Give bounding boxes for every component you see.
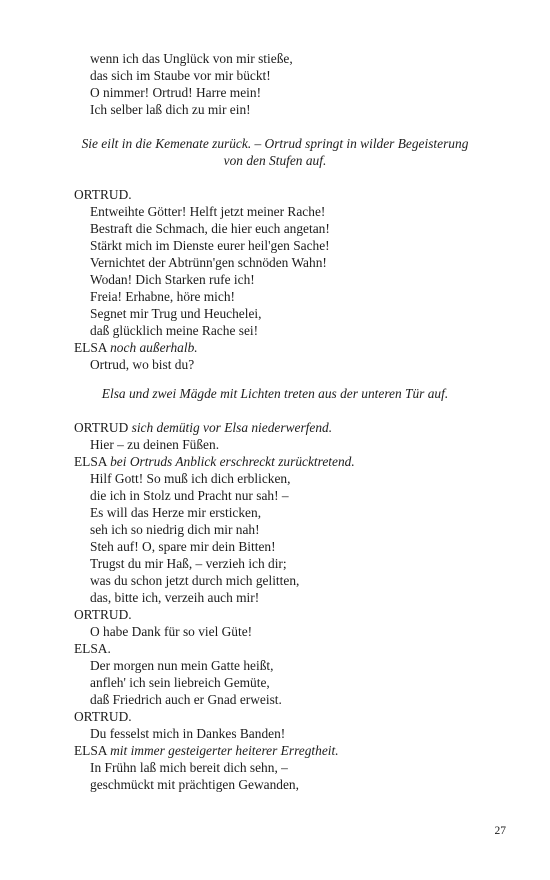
speaker-line [74, 641, 111, 657]
verse-line: was du schon jetzt durch mich gelitten, [90, 573, 300, 588]
verse-line: das, bitte ich, verzeih auch mir! [90, 590, 260, 605]
verse-line: Hier – zu deinen Füßen. [90, 437, 220, 452]
speaker-line [74, 420, 332, 436]
verse-line: daß glücklich meine Rache sei! [90, 323, 259, 338]
speaker-line [74, 607, 132, 623]
speaker-name: ELSA. [74, 641, 111, 656]
verse-line: O habe Dank für so viel Güte! [90, 624, 253, 639]
speaker-direction: sich demütig vor Elsa niederwerfend. [131, 420, 333, 435]
verse-line: Entweihte Götter! Helft jetzt meiner Rache! [90, 204, 326, 219]
speaker-name: ELSA [74, 743, 107, 758]
stage-direction: Elsa und zwei Mägde mit Lichten treten aus der unteren Tür auf. [101, 386, 449, 401]
verse-line: Hilf Gott! So muß ich dich erblicken, [90, 471, 291, 486]
verse-line: Es will das Herze mir ersticken, [90, 505, 262, 520]
verse-line: Segnet mir Trug und Heuchelei, [90, 306, 262, 321]
verse-line: Freia! Erhabne, höre mich! [90, 289, 236, 304]
verse-line: Wodan! Dich Starken rufe ich! [90, 272, 255, 287]
verse-line: geschmückt mit prächtigen Gewanden, [90, 777, 299, 792]
speaker-direction: bei Ortruds Anblick erschreckt zurücktretend. [110, 454, 355, 469]
verse-line: Trugst du mir Haß, – verzieh ich dir; [90, 556, 287, 571]
speaker-line [74, 454, 355, 470]
verse-line: Ortrud, wo bist du? [90, 357, 195, 372]
stage-direction: von den Stufen auf. [223, 153, 327, 168]
speaker-name: ORTRUD. [74, 607, 132, 622]
verse-line: Du fesselst mich in Dankes Banden! [90, 726, 286, 741]
speaker-line [74, 743, 339, 759]
verse-line: In Frühn laß mich bereit dich sehn, – [90, 760, 288, 775]
speaker-direction: mit immer gesteigerter heiterer Erregtheit. [110, 743, 339, 758]
verse-line: seh ich so niedrig dich mir nah! [90, 522, 260, 537]
speaker-name: ORTRUD. [74, 187, 132, 202]
speaker-name: ELSA [74, 454, 107, 469]
page-number: 27 [494, 825, 506, 837]
verse-line: Ich selber laß dich zu mir ein! [90, 102, 251, 117]
speaker-line [74, 340, 198, 356]
stage-direction: Sie eilt in die Kemenate zurück. – Ortrud springt in wilder Begeisterung [81, 136, 469, 151]
verse-line: Bestraft die Schmach, die hier euch angetan! [90, 221, 330, 236]
verse-line: Steh auf! O, spare mir dein Bitten! [90, 539, 276, 554]
speaker-line [74, 187, 132, 203]
verse-line: Vernichtet der Abtrünn'gen schnöden Wahn! [90, 255, 327, 270]
speaker-line [74, 709, 132, 725]
speaker-name: ELSA [74, 340, 107, 355]
verse-line: anfleh' ich sein liebreich Gemüte, [90, 675, 270, 690]
speaker-name: ORTRUD [74, 420, 129, 435]
speaker-name: ORTRUD. [74, 709, 132, 724]
verse-line: Stärkt mich im Dienste eurer heil'gen Sache! [90, 238, 330, 253]
verse-line: O nimmer! Ortrud! Harre mein! [90, 85, 262, 100]
verse-line: daß Friedrich auch er Gnad erweist. [90, 692, 282, 707]
verse-line: das sich im Staube vor mir bückt! [90, 68, 271, 83]
speaker-direction: noch außerhalb. [110, 340, 198, 355]
verse-line: die ich in Stolz und Pracht nur sah! – [90, 488, 289, 503]
verse-line: Der morgen nun mein Gatte heißt, [90, 658, 274, 673]
verse-line: wenn ich das Unglück von mir stieße, [90, 51, 293, 66]
